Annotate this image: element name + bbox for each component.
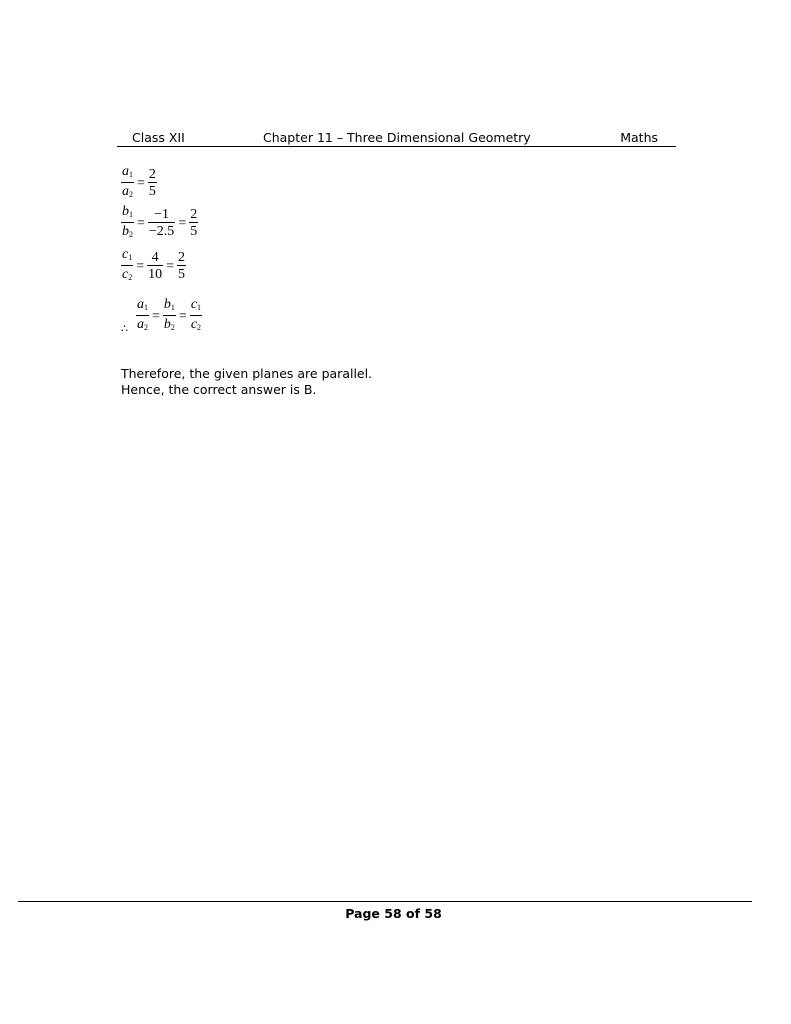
page-number: Page 58 of 58 (345, 906, 442, 921)
therefore-symbol: ∴ (121, 323, 128, 335)
header-subject: Maths (620, 130, 658, 145)
fraction-c1-c2: $\frac{c_1}{c_2}$ (121, 248, 133, 285)
equation-ratios-equal: ∴ $\frac{a_1}{a_2}$ = $\frac{b_1}{b_2}$ = $\frac{c_1}{c_2}$ (121, 297, 202, 335)
fraction-a1-a2: $\frac{a_1}{a_2}$ (136, 298, 149, 335)
fraction-4-10: $\frac{4}{10}$ (148, 250, 163, 282)
fraction-c1-c2: $\frac{c_1}{c_2}$ (190, 298, 202, 335)
fraction-2-5: $\frac{2}{5}$ (178, 250, 186, 282)
fraction-a1-a2: $\frac{a_1}{a_2}$ (121, 165, 134, 202)
footer-divider (18, 901, 752, 902)
page-header (117, 128, 676, 147)
header-chapter: Chapter 11 – Three Dimensional Geometry (263, 130, 531, 145)
page-footer (0, 906, 791, 921)
fraction-b1-b2: $\frac{b_1}{b_2}$ (163, 298, 176, 335)
equation-b-ratio: $\frac{b_1}{b_2}$ = $\frac{-1}{-2.5}$ = $\frac{2}{5}$ (121, 205, 198, 242)
fraction-2-5: $\frac{2}{5}$ (190, 207, 198, 239)
header-class: Class XII (132, 130, 185, 145)
conclusion-line-1: Therefore, the given planes are parallel. (121, 366, 373, 381)
fraction-2-5: $\frac{2}{5}$ (148, 167, 156, 199)
fraction-b1-b2: $\frac{b_1}{b_2}$ (121, 205, 134, 242)
fraction-minus1-minus2-5: $\frac{-1}{-2.5}$ (148, 207, 175, 239)
conclusion-line-2: Hence, the correct answer is B. (121, 382, 317, 397)
conclusion-text (121, 366, 372, 398)
equation-c-ratio: $\frac{c_1}{c_2}$ = $\frac{4}{10}$ = $\frac{2}{5}$ (121, 248, 186, 285)
equation-a-ratio: $\frac{a_1}{a_2}$ = $\frac{2}{5}$ (121, 165, 157, 202)
